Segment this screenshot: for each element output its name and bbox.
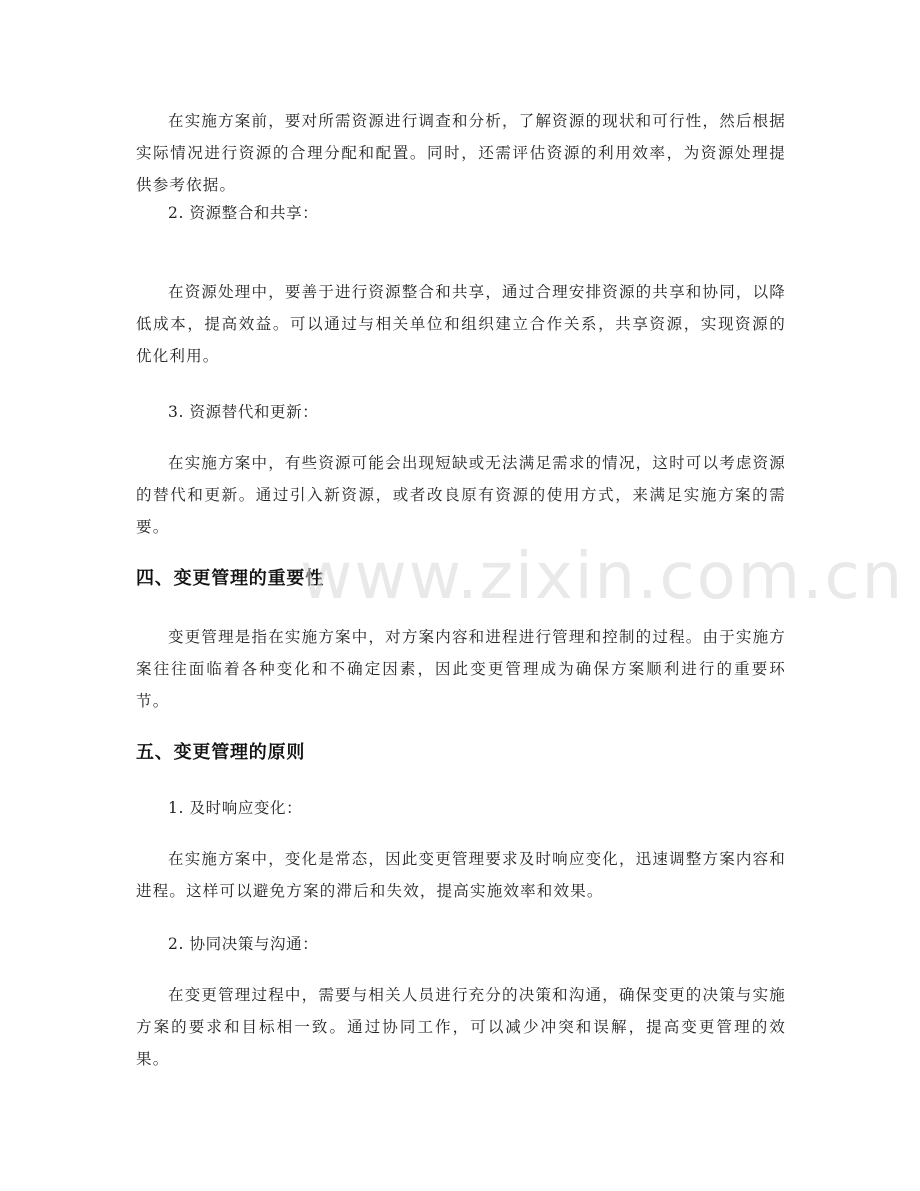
section-heading: 四、变更管理的重要性 — [136, 568, 324, 589]
list-item-label: 2. 资源整合和共享： — [168, 204, 319, 222]
paragraph-text: 在实施方案前，要对所需资源进行调查和分析，了解资源的现状和可行性，然后根据实际情况进行资源的合理分配和配置。同时，还需评估资源的利用效率，为资源处理提供参考依据。 — [136, 112, 786, 194]
paragraph-collaborative-decision — [136, 979, 786, 1075]
list-item-label: 2. 协同决策与沟通： — [168, 935, 319, 953]
list-item-label: 3. 资源替代和更新： — [168, 403, 319, 421]
watermark: www.zixin.com.cn — [300, 540, 905, 614]
list-item-label: 1. 及时响应变化： — [168, 799, 303, 817]
paragraph-resource-update — [136, 447, 786, 543]
section-heading-change-principles — [136, 737, 786, 769]
paragraph-text: 在资源处理中，要善于进行资源整合和共享，通过合理安排资源的共享和协同，以降低成本，提高效益。可以通过与相关单位和组织建立合作关系，共享资源，实现资源的优化利用。 — [136, 283, 786, 365]
paragraph-text: 变更管理是指在实施方案中，对方案内容和进程进行管理和控制的过程。由于实施方案往往面临着各种变化和不确定因素，因此变更管理成为确保方案顺利进行的重要环节。 — [136, 628, 786, 710]
list-item-collaborative-decision — [136, 928, 786, 960]
paragraph-resource-survey — [136, 105, 786, 201]
list-item-resource-integration — [136, 197, 786, 229]
paragraph-text: 在实施方案中，变化是常态，因此变更管理要求及时响应变化，迅速调整方案内容和进程。这样可以避免方案的滞后和失效，提高实施效率和效果。 — [136, 850, 786, 900]
section-heading-change-importance — [136, 563, 786, 595]
paragraph-timely-response — [136, 843, 786, 907]
section-heading: 五、变更管理的原则 — [136, 742, 306, 763]
paragraph-text: 在变更管理过程中，需要与相关人员进行充分的决策和沟通，确保变更的决策与实施方案的要求和目标相一致。通过协同工作，可以减少冲突和误解，提高变更管理的效果。 — [136, 986, 786, 1068]
paragraph-resource-sharing — [136, 276, 786, 372]
paragraph-change-definition — [136, 621, 786, 717]
list-item-timely-response — [136, 792, 786, 824]
paragraph-text: 在实施方案中，有些资源可能会出现短缺或无法满足需求的情况，这时可以考虑资源的替代和更新。通过引入新资源，或者改良原有资源的使用方式，来满足实施方案的需要。 — [136, 454, 786, 536]
list-item-resource-replacement — [136, 396, 786, 428]
